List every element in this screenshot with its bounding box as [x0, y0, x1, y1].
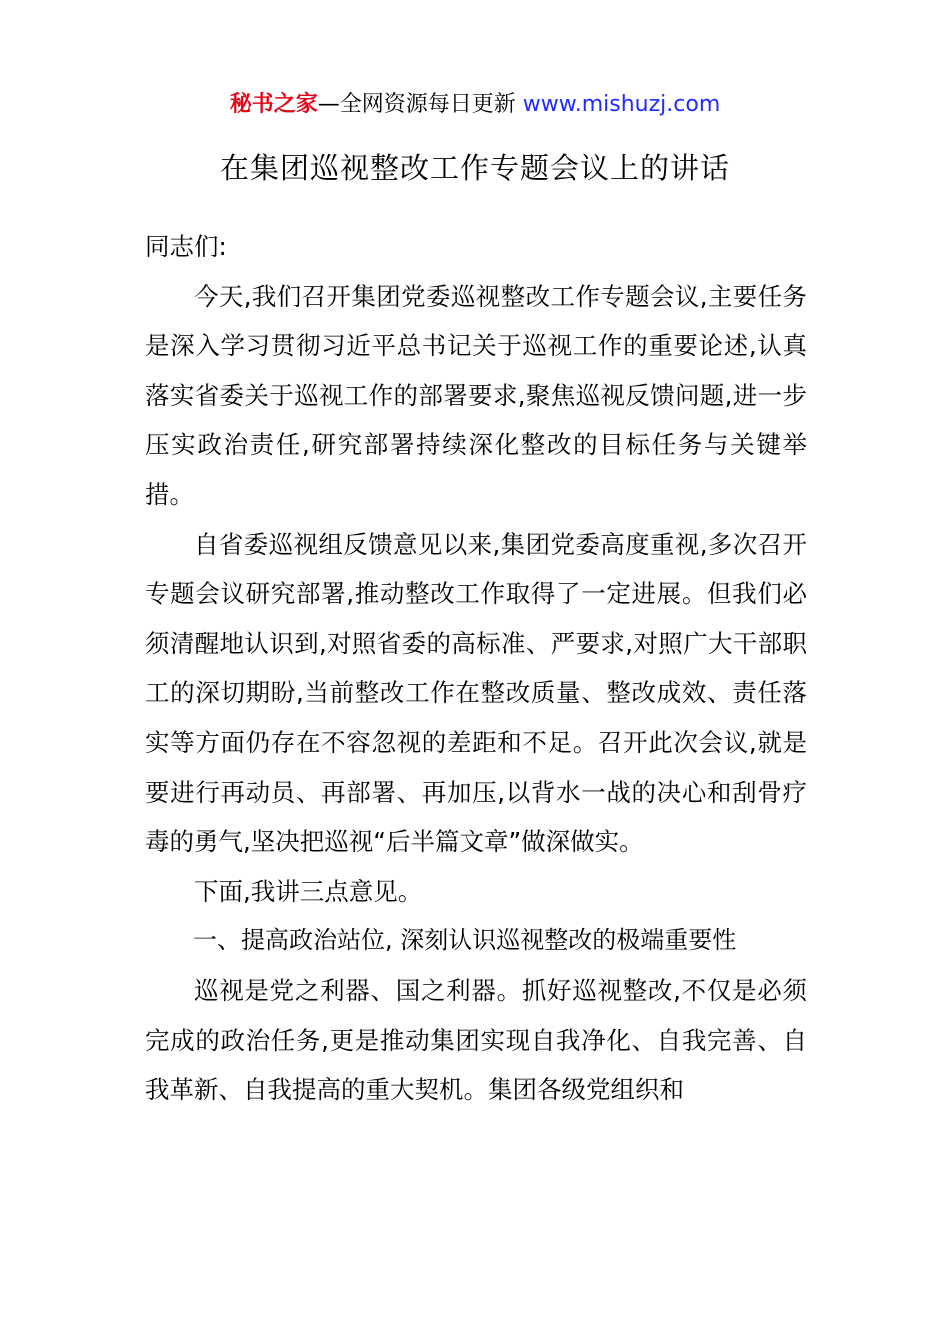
paragraph-1: 今天,我们召开集团党委巡视整改工作专题会议,主要任务是深入学习贯彻习近平总书记关于巡视工作的重要论述,认真落实省委关于巡视工作的部署要求,聚焦巡视反馈问题,进一步压实政治责任,研究部署持续深化整改的目标任务与关键举措。 — [145, 281, 807, 509]
section-heading-one: 一、提高政治站位, 深刻认识巡视整改的极端重要性 — [193, 926, 737, 955]
salutation: 同志们: — [145, 232, 227, 261]
site-header — [0, 88, 950, 122]
paragraph-4: 巡视是党之利器、国之利器。抓好巡视整改,不仅是必须完成的政治任务,更是推动集团实现自我净化、自我完善、自我革新、自我提高的重大契机。集团各级党组织和 — [145, 975, 807, 1105]
document-body — [145, 222, 807, 1115]
brand-name: 秘书之家 — [229, 92, 318, 117]
site-url[interactable]: www.mishuzj.com — [522, 92, 721, 117]
paragraph-2: 自省委巡视组反馈意见以来,集团党委高度重视,多次召开专题会议研究部署,推动整改工作取得了一定进展。但我们必须清醒地认识到,对照省委的高标准、严要求,对照广大干部职工的深切期盼,当前整改工作在整改质量、整改成效、责任落实等方面仍存在不容忽视的差距和不足。召开此次会议,就是要进行再动员、再部署、再加压,以背水一战的决心和刮骨疗毒的勇气,坚决把巡视“后半篇文章”做深做实。 — [145, 529, 807, 857]
header-slogan: —全网资源每日更新 — [317, 92, 516, 117]
document-title: 在集团巡视整改工作专题会议上的讲话 — [219, 151, 730, 185]
paragraph-3: 下面,我讲三点意见。 — [194, 876, 423, 906]
